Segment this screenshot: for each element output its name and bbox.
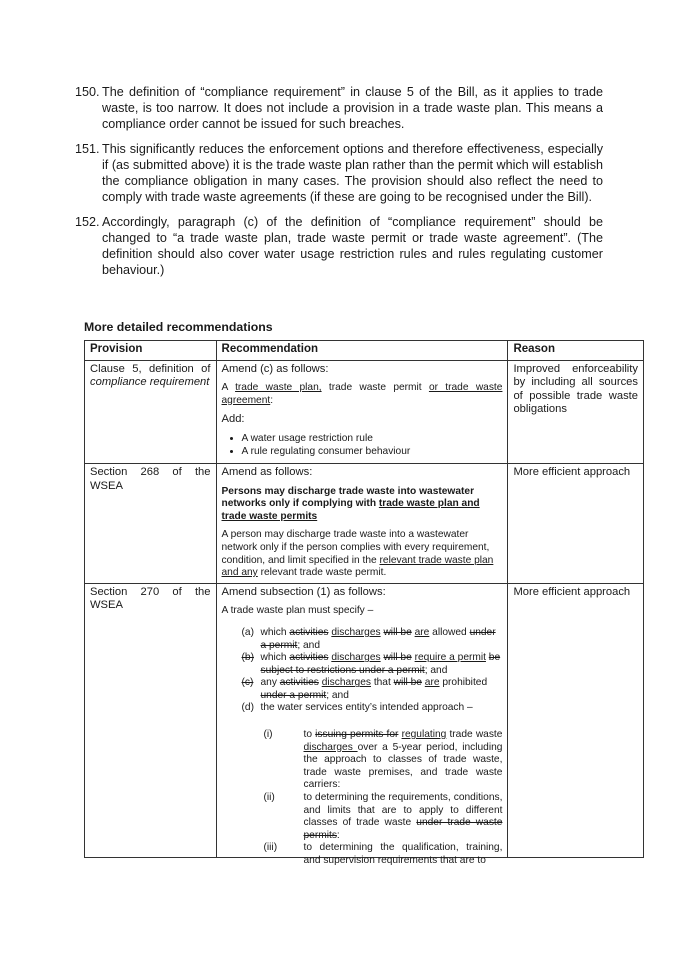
reason-cell: More efficient approach [508,463,644,583]
text-run: to [303,729,316,741]
text-run: ; and [326,689,349,701]
inserted-text: are [424,677,440,689]
deleted-text: will be [383,626,412,638]
provision-cell [85,463,217,583]
text-run: Persons may discharge trade waste into wastewater networks only if complying with [221,485,475,510]
provision-text: Section 268 of the WSEA [90,465,211,492]
text-run: : [270,394,274,406]
text-run: A person may discharge trade waste into a wastewater network only if the person complies with every requirement, condition, and limit specified in the [221,529,490,566]
inserted-text: discharges [331,652,381,664]
sub-item-iii [222,842,503,867]
text-run: the water services entity’s intended approach – [260,702,473,714]
item-label: (a) [241,626,254,638]
item-label: (b) [241,652,254,664]
paragraph-text: The definition of “compliance requirement” in clause 5 of the Bill, as it applies to trade waste, is too narrow. It does not include a provision in a trade waste plan. This means a compliance order cannot be issued for such breaches. [102,85,603,131]
recommendation-heading [222,486,503,524]
text-run: which [260,652,290,664]
deleted-text: under a permit [260,626,496,651]
paragraph-152 [75,214,603,278]
list-item: • A water usage restriction rule [242,432,503,445]
header-reason: Reason [508,341,644,361]
text-run: trade waste [446,729,503,741]
recommendation-intro: Amend subsection (1) as follows: [221,585,386,598]
item-label: (ii) [263,792,275,804]
reason-cell: Improved enforceability by including all sources of possible trade waste obligations [508,360,644,463]
inserted-text: regulating [401,729,447,741]
deleted-text: activities [289,626,329,638]
deleted-text: will be [383,652,412,664]
provision-text: Clause 5, definition of [90,362,211,375]
bullet-list [222,432,503,458]
add-label: Add: [221,413,245,426]
item-label: (i) [263,729,273,741]
text-run: which [260,626,290,638]
text-run: trade waste permit [321,382,429,394]
text-run: allowed [429,626,470,638]
paragraph-150 [75,84,603,132]
sub-item-ii [222,792,503,842]
item-label: (d) [241,702,254,714]
deleted-text: be subject to restrictions under a permit [260,652,501,676]
table-row [85,360,644,463]
recommendation-body [222,529,503,579]
paragraph-text: This significantly reduces the enforcement options and therefore effectiveness, especially if (as submitted above) it is the trade waste plan rather than the permit which will establish the compliance obligation in many cases. The provision should also reflect the need to comply with trade waste agreements (if these are going to be recognised under the Bill). [102,142,603,204]
deleted-text: will be [393,677,422,689]
paragraph-number: 151. [75,142,100,156]
inserted-text: require a permit [414,652,486,664]
inserted-text: trade waste plan and trade waste permits [221,498,480,522]
deleted-text: activities [279,677,319,689]
inserted-text: are [414,626,430,638]
inserted-text: relevant trade waste plan and any [221,554,494,579]
recommendation-lead: A trade waste plan must specify – [221,605,374,617]
text-run: to determining the requirements, conditions, and limits that are to apply to different classes of trade waste [303,792,503,829]
provision-italic: compliance requirement [90,376,210,389]
recommendation-cell [216,360,508,463]
recommendation-cell [216,463,508,583]
paragraph-151 [75,141,603,205]
list-item-c [222,677,503,702]
deleted-text: activities [289,652,329,664]
item-label: (iii) [263,842,278,854]
recommendation-intro: Amend (c) as follows: [221,362,329,375]
provision-cell [85,583,217,857]
recommendations-table [84,340,644,866]
table-row [85,583,644,857]
deleted-text: under a permit [260,689,327,701]
item-label: (c) [241,677,254,689]
text-run: relevant trade waste permit. [257,567,387,579]
deleted-text: issuing permits for [315,729,399,741]
header-recommendation: Recommendation [216,341,508,361]
inserted-text: or trade waste agreement [221,382,503,406]
header-provision: Provision [85,341,217,361]
inserted-text: discharges [303,741,358,753]
recommendation-intro: Amend as follows: [221,465,313,478]
provision-cell [85,360,217,463]
deleted-text: under trade waste permits [303,817,503,841]
text-run: prohibited [439,677,488,689]
text-run: any [260,677,280,689]
inserted-text: discharges [321,677,371,689]
inserted-text: discharges [331,626,381,638]
list-item-b [222,652,503,677]
recommendation-cell [216,583,508,866]
section-title: More detailed recommendations [84,320,273,334]
text-run: over a 5-year period, including the approach to classes of trade waste, trade waste premises, and trade waste carriers: [303,741,503,791]
provision-text: Section 270 of the WSEA [90,585,211,612]
table-row [85,463,644,583]
recommendation-amended-text [222,382,503,407]
paragraph-text: Accordingly, paragraph (c) of the definition of “compliance requirement” should be changed to “a trade waste plan, trade waste permit or trade waste agreement”. (The definition should also cover water usage restriction rules and rules regulating customer behaviour.) [102,215,603,277]
list-item-d [222,702,503,715]
paragraph-number: 150. [75,85,100,99]
recommendation-content [221,585,503,866]
inserted-text: trade waste plan, [235,382,322,394]
text-run: to determining the qualification, training, and supervision requirements that are to [303,842,503,866]
paragraph-number: 152. [75,215,100,229]
text-run: that [370,677,394,689]
text-run: A [221,382,236,394]
list-item-a [222,627,503,652]
table-header-row [85,341,644,361]
text-run: : [336,829,340,841]
text-run: ; and [297,639,320,651]
text-run: ; and [424,664,448,676]
reason-cell: More efficient approach [508,583,644,857]
sub-item-i [222,729,503,792]
list-item: • A rule regulating consumer behaviour [242,445,503,458]
